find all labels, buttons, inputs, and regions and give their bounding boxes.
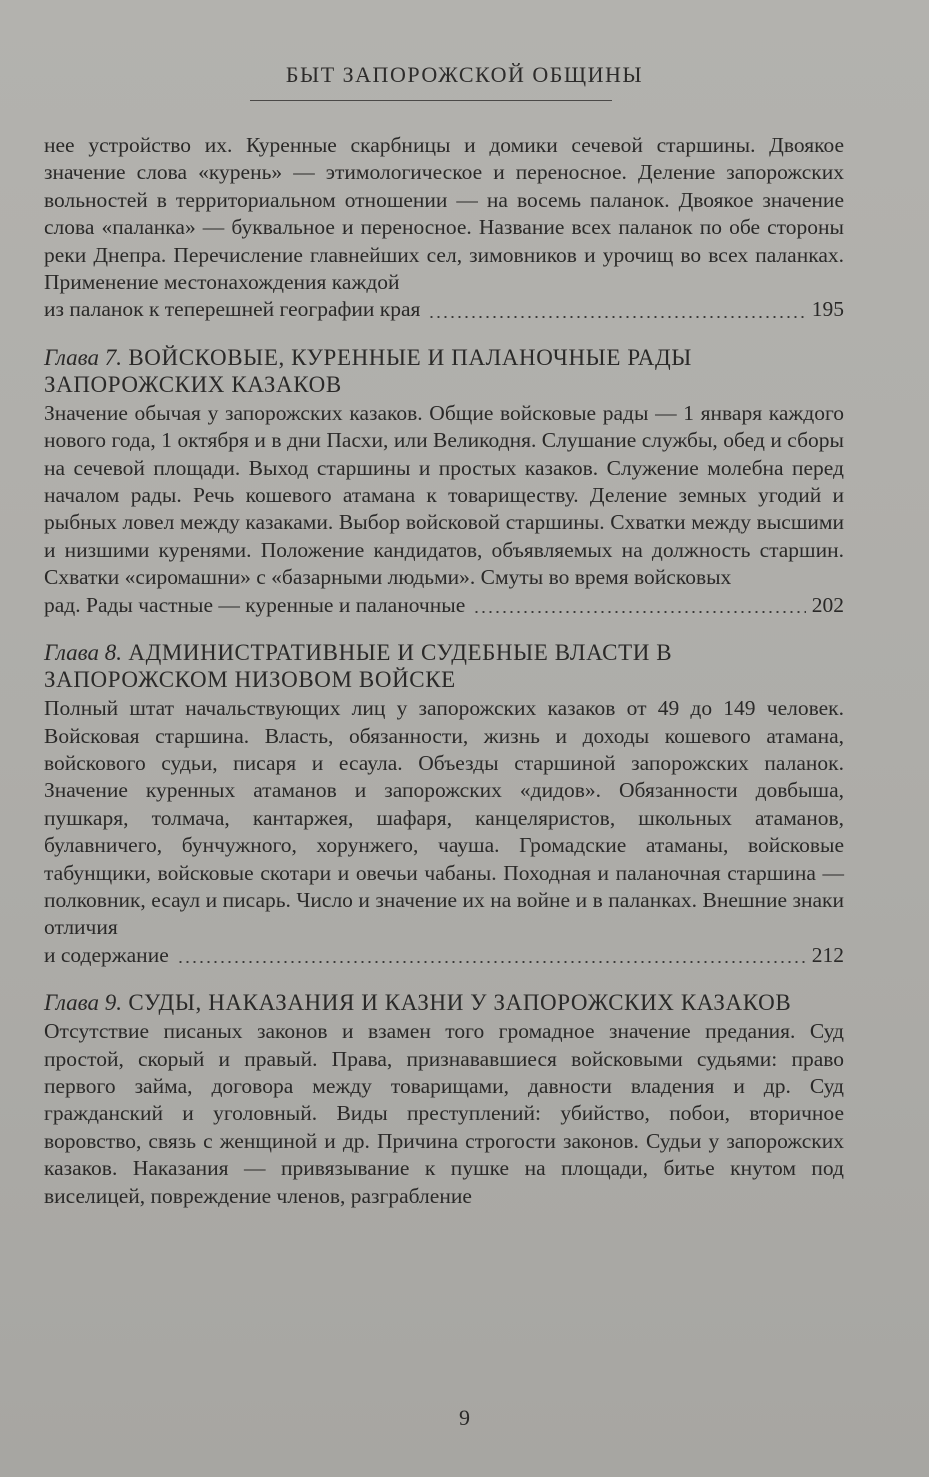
chapter-label: Глава 9. [44,990,122,1016]
intro-last-line: из паланок к теперешней географии края [44,297,421,322]
toc-content [44,132,844,1210]
chapter-last-line: и содержание [44,942,169,967]
toc-line [44,942,844,969]
dot-leader [177,961,806,963]
toc-line [44,296,844,323]
chapter-label: Глава 8. [44,640,122,666]
page-ref: 195 [811,297,844,322]
chapter-heading [44,344,844,398]
chapter-title: АДМИНИСТРАТИВНЫЕ И СУДЕБНЫЕ ВЛАСТИ В ЗАПОРОЖСКОМ НИЗОВОМ ВОЙСКЕ [44,640,673,693]
chapter-title: ВОЙСКОВЫЕ, КУРЕННЫЕ И ПАЛАНОЧНЫЕ РАДЫ ЗАПОРОЖСКИХ КАЗАКОВ [44,344,692,397]
chapter-last-line: рад. Рады частные — куренные и паланочные [44,592,466,617]
chapter-summary: Отсутствие писаных законов и взамен того громадное значение предания. Суд простой, скорый и правый. Права, признававшиеся войсковыми судьями: право первого займа, договора между товарищами, давности владения и др. Суд гражданский и уголовный. Виды преступлений: убийство, побои, вторичное воровство, связь с женщиной и др. Причина строгости законов. Судьи у запорожских казаков. Наказания — привязывание к пушке на площади, битье кнутом под виселицей, повреждение членов, разграбление [44,1019,844,1208]
toc-line [44,592,844,619]
header-rule [250,100,612,101]
page-ref: 212 [811,942,844,967]
chapter-title: СУДЫ, НАКАЗАНИЯ И КАЗНИ У ЗАПОРОЖСКИХ КАЗАКОВ [128,990,792,1016]
chapter-heading [44,639,844,693]
intro-entry [44,132,844,324]
chapter-label: Глава 7. [44,344,122,370]
chapter-summary: Полный штат начальствующих лиц у запорожских казаков от 49 до 149 человек. Войсковая старшина. Власть, обязанности, жизнь и доходы кошевого атамана, войскового судьи, писаря и есаула. Объезды старшиной запорожских паланок. Значение куренных атаманов и запорожских «дидов». Обязанности довбыша, пушкаря, толмача, кантаржея, шафаря, канцеляристов, школьных атаманов, булавничего, бунчужного, хорунжего, чауша. Громадские атаманы, войсковые табунщики, войсковые скотари и овечьи чабаны. Походная и паланочная старшина — полковник, есаул и писарь. Число и значение их на войне и в паланках. Внешние знаки отличия [44,696,844,940]
chapter-7 [44,344,844,619]
dot-leader [428,316,805,318]
chapter-summary: Значение обычая у запорожских казаков. Общие войсковые рады — 1 января каждого нового года, 1 октября и в дни Пасхи, или Великодня. Слушание службы, обед и сборы на сечевой площади. Выход старшины и простых казаков. Служение молебна перед началом рады. Речь кошевого атамана к товариществу. Деление земных угодий и рыбных ловел между казаками. Выбор войсковой старшины. Схватки между высшими и низшими куренями. Положение кандидатов, объявляемых на должность старшин. Схватки «сиромашни» с «базарными людьми». Смуты во время войсковых [44,400,844,590]
page-ref: 202 [811,592,844,617]
intro-text: нее устройство их. Куренные скарбницы и домики сечевой старшины. Двоякое значение слова «курень» — этимологическое и переносное. Деление запорожских вольностей в территориальном отношении — на восемь паланок. Двоякое значение слова «паланка» — буквальное и переносное. Название всех паланок по обе стороны реки Днепра. Перечисление главнейших сел, зимовников и урочищ во всех паланках. Применение местонахождения каждой [44,133,844,295]
chapter-8 [44,639,844,969]
running-head: БЫТ ЗАПОРОЖСКОЙ ОБЩИНЫ [285,62,644,87]
chapter-9 [44,989,844,1210]
dot-leader [473,611,806,613]
page-number: 9 [459,1405,470,1430]
chapter-heading [44,989,844,1016]
